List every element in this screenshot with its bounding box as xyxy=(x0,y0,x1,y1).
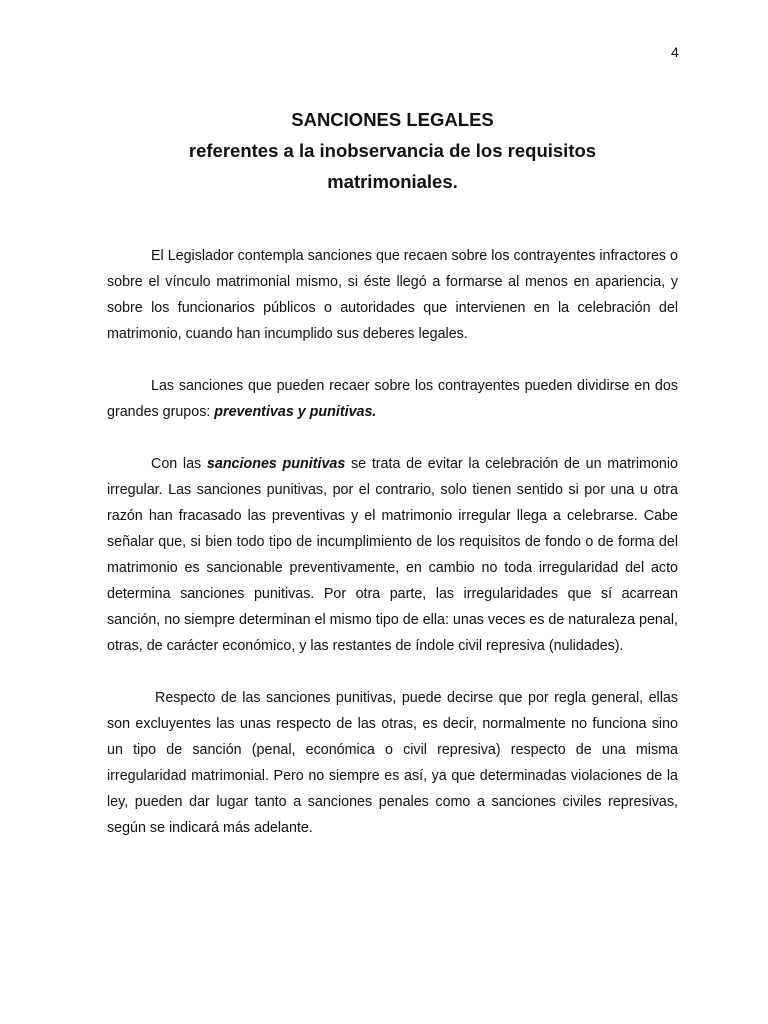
paragraph-4: Respecto de las sanciones punitivas, puede decirse que por regla general, ellas son excluyentes las unas respecto de las otras, es decir, normalmente no funciona sino un tipo de sanción (penal, económica o civil represiva) respecto de una misma irregularidad matrimonial. Pero no siempre es así, ya que determinadas violaciones de la ley, pueden dar lugar tanto a sanciones penales como a sanciones civiles represivas, según se indicará más adelante. xyxy=(107,690,678,836)
title-line-3: matrimoniales. xyxy=(327,171,458,192)
paragraph-2-emphasis: preventivas y punitivas. xyxy=(214,404,377,420)
paragraph-3-emphasis: sanciones punitivas xyxy=(206,456,346,472)
document-title xyxy=(107,104,678,197)
page-number: 4 xyxy=(671,44,679,60)
document-body xyxy=(107,243,678,867)
paragraph-1: El Legislador contempla sanciones que recaen sobre los contrayentes infractores o sobre el vínculo matrimonial mismo, si éste llegó a formarse al menos en apariencia, y sobre los funcionarios públicos o autoridades que intervienen en la celebración del matrimonio, cuando han incumplido sus deberes legales. xyxy=(107,248,678,342)
title-line-1: SANCIONES LEGALES xyxy=(291,109,494,130)
paragraph-3-start: Con las xyxy=(151,456,207,472)
paragraph-2 xyxy=(107,373,678,425)
paragraph-3 xyxy=(107,451,678,659)
paragraph-2-text: Las sanciones que pueden recaer sobre los contrayentes pueden dividirse en dos grandes grupos: xyxy=(107,378,678,420)
paragraph-3-rest: se trata de evitar la celebración de un matrimonio irregular. Las sanciones punitivas, por el contrario, solo tienen sentido si por una u otra razón han fracasado las preventivas y el matrimonio irregular llega a celebrarse. Cabe señalar que, si bien todo tipo de incumplimiento de los requisitos de fondo o de forma del matrimonio es sancionable preventivamente, en cambio no toda irregularidad del acto determina sanciones punitivas. Por otra parte, las irregularidades que sí acarrean sanción, no siempre determinan el mismo tipo de ella: unas veces es de naturaleza penal, otras, de carácter económico, y las restantes de índole civil represiva (nulidades). xyxy=(107,456,678,654)
title-line-2: referentes a la inobservancia de los requisitos xyxy=(188,140,597,161)
